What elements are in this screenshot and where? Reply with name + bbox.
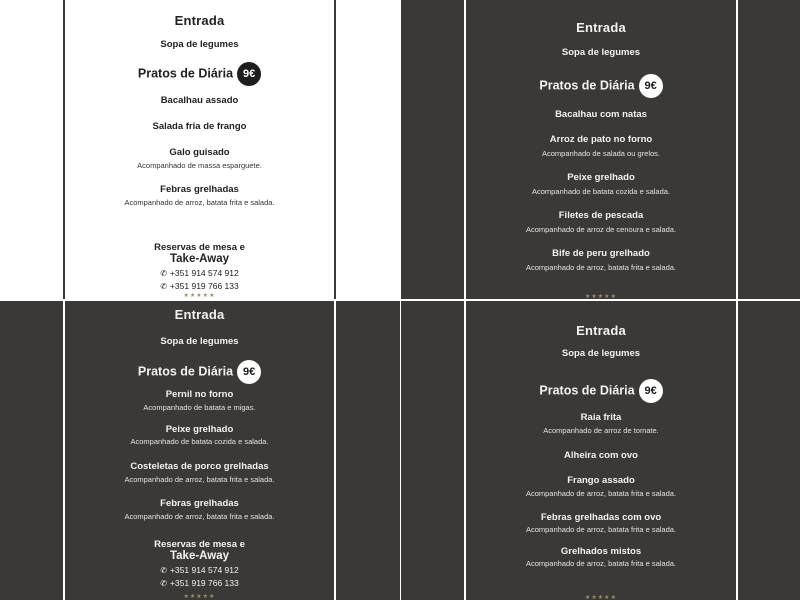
dish-description: Acompanhado de arroz, batata frita e salada.: [525, 489, 677, 498]
dish-description: Acompanhado de arroz, batata frita e salada.: [525, 525, 677, 534]
menu-panel-4: [401, 301, 800, 600]
phone-line: [63, 578, 336, 588]
dish-name: Febras grelhadas: [160, 184, 239, 195]
dish-name: Galo guisado: [169, 147, 230, 158]
reservations-label: Reservas de mesa e: [154, 242, 245, 253]
dish-name: Salada fria de frango: [152, 121, 247, 132]
menu-card: [464, 301, 738, 600]
phone-number: +351 919 766 133: [169, 281, 239, 291]
soup-item: Sopa de legumes: [160, 336, 239, 347]
dish-name: Raia frita: [580, 412, 622, 423]
dish-name: Peixe grelhado: [165, 424, 234, 435]
dish-description: Acompanhado de batata cozida e salada.: [531, 187, 671, 196]
dish-name: Bacalhau com natas: [555, 109, 647, 120]
pratos-label: Pratos de Diária: [137, 364, 234, 379]
dish-description: Acompanhado de arroz, batata frita e salada.: [124, 512, 275, 521]
dish-description: Acompanhado de salada ou grelos.: [541, 149, 660, 158]
phone-icon: ✆: [160, 269, 167, 278]
menu-card: [464, 0, 738, 299]
soup-item: Sopa de legumes: [160, 39, 239, 50]
menu-card: [63, 0, 336, 299]
rating-stars: ★★★★★: [183, 293, 216, 299]
dish-description: Acompanhado de arroz, batata frita e salada.: [124, 198, 275, 207]
phone-line: [63, 268, 336, 278]
phone-line: [63, 281, 336, 291]
dish-description: Acompanhado de batata cozida e salada.: [130, 437, 269, 446]
dish-name: Costeletas de porco grelhadas: [130, 461, 269, 472]
pratos-label: Pratos de Diária: [137, 66, 234, 81]
dish-name: Arroz de pato no forno: [549, 134, 653, 145]
dish-description: Acompanhado de arroz, batata frita e salada.: [525, 559, 677, 568]
menu-panel-2: [401, 0, 800, 299]
takeaway-label: Take-Away: [169, 550, 230, 562]
price-badge: 9€: [237, 360, 261, 384]
soup-item: Sopa de legumes: [561, 47, 641, 58]
dish-name: Alheira com ovo: [564, 450, 638, 461]
menu-panel-1: [0, 0, 400, 299]
rating-stars: ★★★★★: [585, 595, 617, 600]
phone-number: +351 914 574 912: [169, 565, 239, 575]
phone-number: +351 919 766 133: [169, 578, 239, 588]
pratos-label: Pratos de Diária: [539, 383, 635, 398]
dish-description: Acompanhado de arroz, batata frita e salada.: [525, 263, 677, 272]
entrada-heading: Entrada: [576, 20, 626, 35]
menu-panel-3: [0, 301, 400, 600]
dish-description: Acompanhado de arroz de tomate.: [543, 426, 659, 435]
rating-stars: ★★★★★: [585, 294, 617, 299]
price-badge: 9€: [237, 62, 261, 86]
dish-name: Febras grelhadas: [160, 498, 239, 509]
pratos-heading: [464, 379, 738, 403]
phone-number: +351 914 574 912: [169, 268, 239, 278]
pratos-heading: [464, 74, 738, 98]
dish-description: Acompanhado de massa esparguete.: [137, 161, 262, 170]
menu-card: [63, 301, 336, 600]
reservations-label: Reservas de mesa e: [154, 539, 245, 550]
takeaway-label: Take-Away: [169, 253, 230, 265]
phone-icon: ✆: [160, 282, 167, 291]
dish-name: Peixe grelhado: [567, 172, 635, 183]
dish-name: Bacalhau assado: [160, 95, 239, 106]
entrada-heading: Entrada: [576, 323, 626, 338]
pratos-label: Pratos de Diária: [539, 78, 635, 93]
price-badge: 9€: [639, 379, 663, 403]
pratos-heading: [63, 62, 336, 86]
entrada-heading: Entrada: [174, 13, 225, 28]
dish-description: Acompanhado de arroz, batata frita e salada.: [124, 475, 275, 484]
dish-name: Frango assado: [567, 475, 635, 486]
pratos-heading: [63, 360, 336, 384]
dish-description: Acompanhado de batata e migas.: [143, 403, 256, 412]
dish-name: Grelhados mistos: [560, 546, 642, 557]
soup-item: Sopa de legumes: [561, 348, 641, 359]
phone-icon: ✆: [160, 579, 167, 588]
phone-icon: ✆: [160, 566, 167, 575]
phone-line: [63, 565, 336, 575]
dish-name: Bife de peru grelhado: [552, 248, 650, 259]
rating-stars: ★★★★★: [183, 594, 216, 600]
dish-name: Febras grelhadas com ovo: [540, 512, 662, 523]
dish-description: Acompanhado de arroz de cenoura e salada.: [525, 225, 677, 234]
dish-name: Pernil no forno: [165, 389, 234, 400]
dish-name: Filetes de pescada: [558, 210, 644, 221]
entrada-heading: Entrada: [174, 307, 225, 322]
price-badge: 9€: [639, 74, 663, 98]
